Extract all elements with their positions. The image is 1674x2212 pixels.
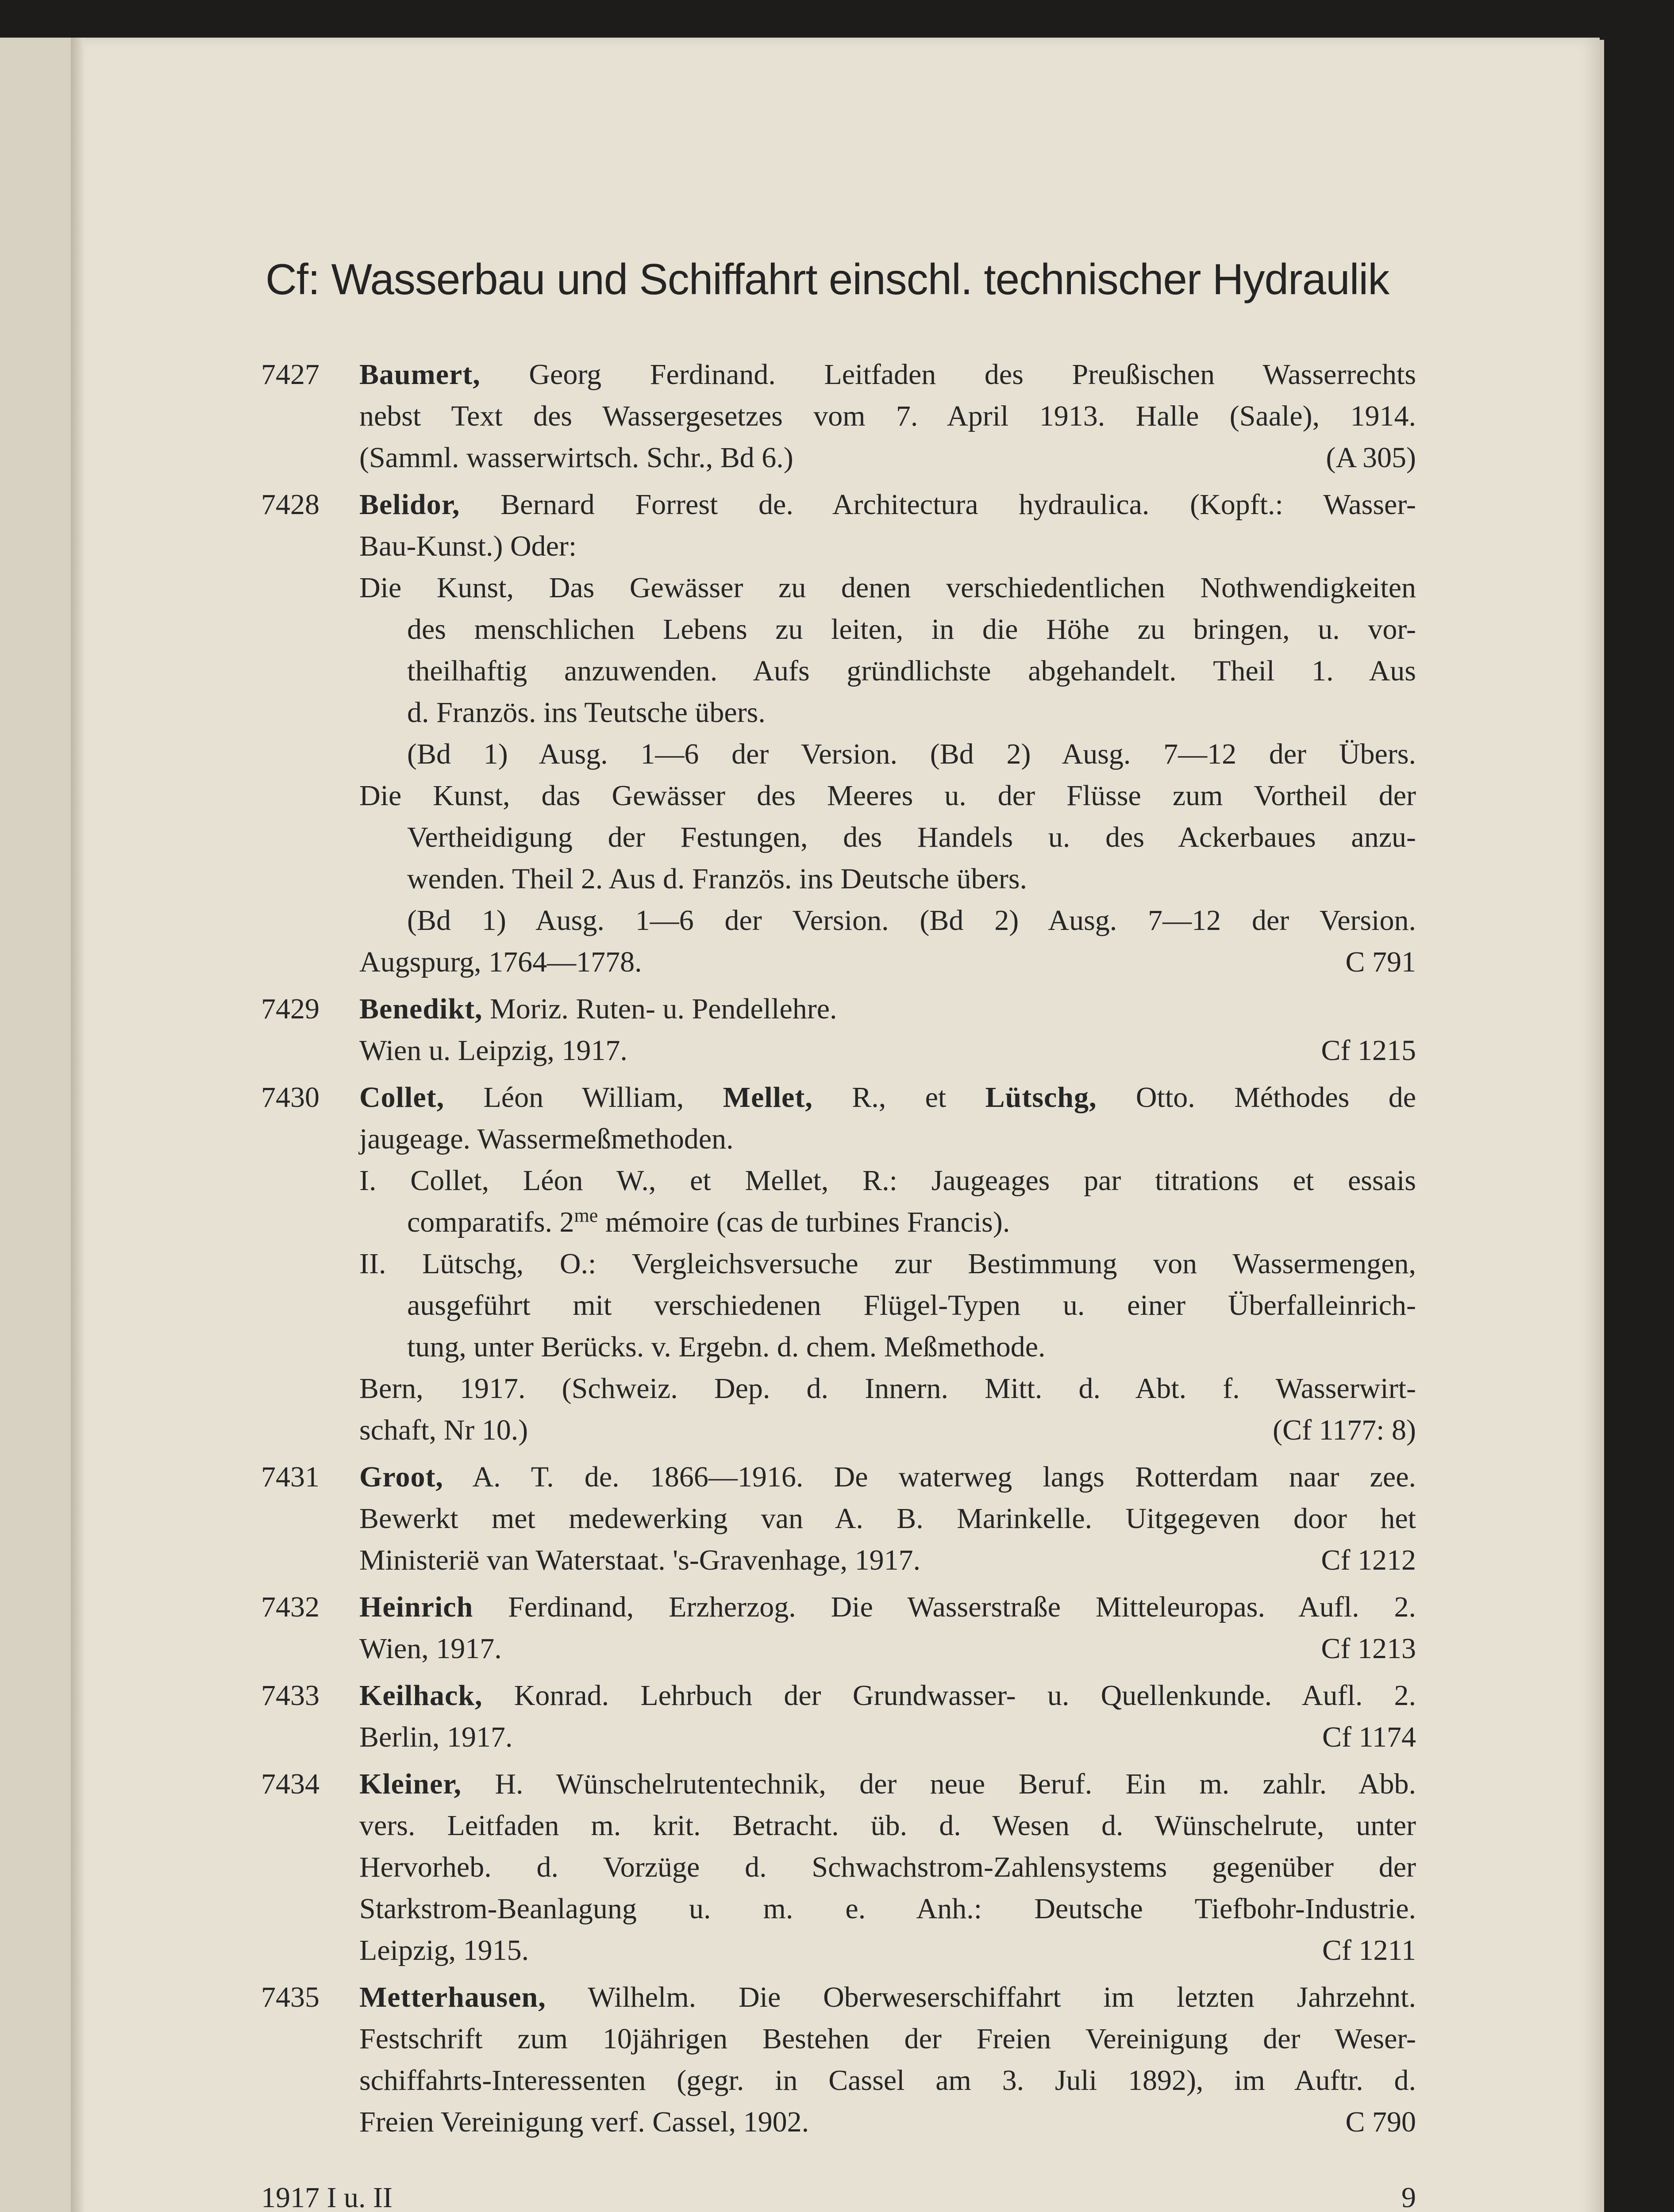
entry-line [359,437,1416,479]
entry-text: Ministerië van Waterstaat. 's-Gravenhage, 1917. [359,1544,921,1576]
entry-author: Heinrich [359,1591,473,1623]
entry-line: (Bd 1) Ausg. 1—6 der Version. (Bd 2) Ausg. 7—12 der Übers. [407,738,1416,770]
entry-text: mémoire (cas de turbines Francis). [605,1206,1010,1238]
entry-line: d. Französ. ins Teutsche übers. [407,696,766,729]
entry-text: Georg Ferdinand. Leitfaden des Preußischen Wasserrechts [529,358,1416,391]
entry-line: wenden. Theil 2. Aus d. Französ. ins Deutsche übers. [407,863,1027,895]
catalog-entry [261,484,1416,983]
entry-author: Groot, [359,1461,443,1493]
entry-author: Mellet, [723,1081,813,1114]
entry-line: jaugeage. Wassermeßmethoden. [359,1123,734,1155]
entry-line: Bau-Kunst.) Oder: [359,530,577,562]
entry-line: (Bd 1) Ausg. 1—6 der Version. (Bd 2) Ausg. 7—12 der Version. [407,904,1416,937]
entry-imprint: Wien u. Leipzig, 1917. [359,1034,627,1067]
shelf-mark: Cf 1174 [1322,1721,1416,1753]
page-number: 9 [1401,2181,1416,2212]
entry-part [359,775,1416,941]
entry-line: I. Collet, Léon W., et Mellet, R.: Jaugeages par titrations et essais [359,1164,1416,1197]
book-gutter [71,38,84,2212]
footer-signature: 1917 I u. II [261,2181,393,2212]
shelf-mark: Cf 1211 [1322,1934,1416,1966]
entry-line [359,941,1416,983]
entry-line [359,1456,1416,1498]
entry-line: Starkstrom-Beanlagung u. m. e. Anh.: Deutsche Tiefbohr-Industrie. [359,1893,1416,1925]
shelf-mark: Cf 1215 [1321,1034,1416,1067]
catalog-entry [261,1586,1416,1670]
entry-text: H. Wünschelrutentechnik, der neue Beruf. Ein m. zahlr. Abb. [495,1768,1416,1800]
entry-line: ausgeführt mit verschiedenen Flügel-Typen u. einer Überfalleinrich- [407,1289,1416,1321]
entry-text: Léon William, [483,1081,684,1114]
entry-number: 7432 [261,1591,319,1623]
entry-author: Baumert, [359,358,481,391]
entry-author: Keilhack, [359,1679,483,1712]
entry-number: 7427 [261,358,319,391]
entry-line: Die Kunst, Das Gewässer zu denen verschiedentlichen Nothwendigkeiten [359,572,1416,604]
facing-page-edge [0,38,71,2212]
entry-line: Festschrift zum 10jährigen Bestehen der Freien Vereinigung der Weser- [359,2023,1416,2055]
catalog-entry [261,354,1416,479]
entry-imprint: Leipzig, 1915. [359,1934,529,1966]
entry-text: Bernard Forrest de. Architectura hydraulica. (Kopft.: Wasser- [500,488,1416,521]
entry-number: 7435 [261,1981,319,2013]
entry-text: Ferdinand, Erzherzog. Die Wasserstraße Mitteleuropas. Aufl. 2. [508,1591,1416,1623]
entry-line [407,1202,1416,1243]
entry-text: (Samml. wasserwirtsch. Schr., Bd 6.) [359,442,793,474]
entry-number: 7430 [261,1081,319,1114]
entry-line: vers. Leitfaden m. krit. Betracht. üb. d. Wesen d. Wünschelrute, unter [359,1809,1416,1842]
entry-line [359,1930,1416,1971]
shelf-mark: (A 305) [1326,442,1416,474]
entry-line [359,1763,1416,1805]
entry-author: Lütschg, [985,1081,1097,1114]
entry-line [359,2101,1416,2143]
entry-line: Hervorheb. d. Vorzüge d. Schwachstrom-Zahlensystems gegenüber der [359,1851,1416,1883]
entry-line [359,1077,1416,1118]
entry-line: Bewerkt met medewerking van A. B. Marinkelle. Uitgegeven door het [359,1502,1416,1535]
shelf-mark: Cf 1212 [1321,1544,1416,1576]
entry-line: Vertheidigung der Festungen, des Handels u. des Ackerbaues anzu- [407,821,1416,853]
entry-author: Metterhausen, [359,1981,546,2013]
entry-line: nebst Text des Wassergesetzes vom 7. April 1913. Halle (Saale), 1914. [359,400,1416,432]
superscript: me [574,1205,598,1226]
entry-line: theilhaftig anzuwenden. Aufs gründlichste abgehandelt. Theil 1. Aus [407,655,1416,687]
shelf-mark: C 790 [1345,2106,1416,2138]
catalog-entry [261,988,1416,1071]
entry-line [359,1628,1416,1670]
entry-imprint: Berlin, 1917. [359,1721,513,1753]
shelf-mark: (Cf 1177: 8) [1273,1414,1416,1446]
entry-part [359,1243,1416,1368]
entry-text: Otto. Méthodes de [1135,1081,1416,1114]
entry-part [359,567,1416,775]
entry-text: A. T. de. 1866—1916. De waterweg langs Rotterdam naar zee. [472,1461,1416,1493]
entry-line [359,1586,1416,1628]
entry-text: 2 [559,1206,574,1238]
entry-line [359,1675,1416,1717]
entry-number: 7429 [261,993,319,1025]
entry-line [359,1977,1416,2018]
entry-imprint: Wien, 1917. [359,1632,502,1665]
entry-line: schiffahrts-Interessenten (gegr. in Cassel am 3. Juli 1892), im Auftr. d. [359,2064,1416,2097]
page-heading: Cf: Wasserbau und Schiffahrt einschl. technischer Hydraulik [266,255,1389,303]
entry-text: Konrad. Lehrbuch der Grundwasser- u. Quellenkunde. Aufl. 2. [514,1679,1416,1712]
catalog-entry [261,1675,1416,1758]
catalog-entries [261,354,1416,2148]
page-edge [1600,40,1604,2212]
catalog-entry [261,1077,1416,1451]
entry-number: 7431 [261,1461,319,1493]
catalog-entry [261,1456,1416,1581]
entry-number: 7434 [261,1768,319,1800]
entry-line: II. Lütschg, O.: Vergleichsversuche zur Bestimmung von Wassermengen, [359,1248,1416,1280]
entry-text: Moriz. Ruten- u. Pendellehre. [490,993,837,1025]
entry-text: Freien Vereinigung verf. Cassel, 1902. [359,2106,809,2138]
entry-part [359,1160,1416,1243]
entry-line [359,1409,1416,1451]
catalog-entry [261,1977,1416,2143]
entry-line: tung, unter Berücks. v. Ergebn. d. chem. Meßmethode. [407,1331,1046,1363]
entry-line: des menschlichen Lebens zu leiten, in die Höhe zu bringen, u. vor- [407,613,1416,645]
entry-line: Die Kunst, das Gewässer des Meeres u. der Flüsse zum Vortheil der [359,780,1416,812]
entry-imprint: Augspurg, 1764—1778. [359,946,642,978]
entry-line [359,1030,1416,1071]
catalog-entry [261,1763,1416,1971]
entry-line [359,988,1416,1030]
entry-line: Bern, 1917. (Schweiz. Dep. d. Innern. Mitt. d. Abt. f. Wasserwirt- [359,1372,1416,1405]
entry-line [359,1540,1416,1581]
shelf-mark: Cf 1213 [1321,1632,1416,1665]
entry-text: comparatifs. [407,1206,553,1238]
entry-number: 7428 [261,488,319,521]
entry-number: 7433 [261,1679,319,1712]
entry-imprint: schaft, Nr 10.) [359,1414,528,1446]
entry-author: Kleiner, [359,1768,462,1800]
entry-author: Benedikt, [359,993,483,1025]
entry-text: R., et [852,1081,947,1114]
entry-line [359,1717,1416,1758]
entry-line [359,484,1416,526]
entry-line [359,354,1416,396]
entry-author: Collet, [359,1081,445,1114]
entry-author: Belidor, [359,488,460,521]
entry-text: Wilhelm. Die Oberweserschiffahrt im letzten Jahrzehnt. [588,1981,1416,2013]
shelf-mark: C 791 [1345,946,1416,978]
